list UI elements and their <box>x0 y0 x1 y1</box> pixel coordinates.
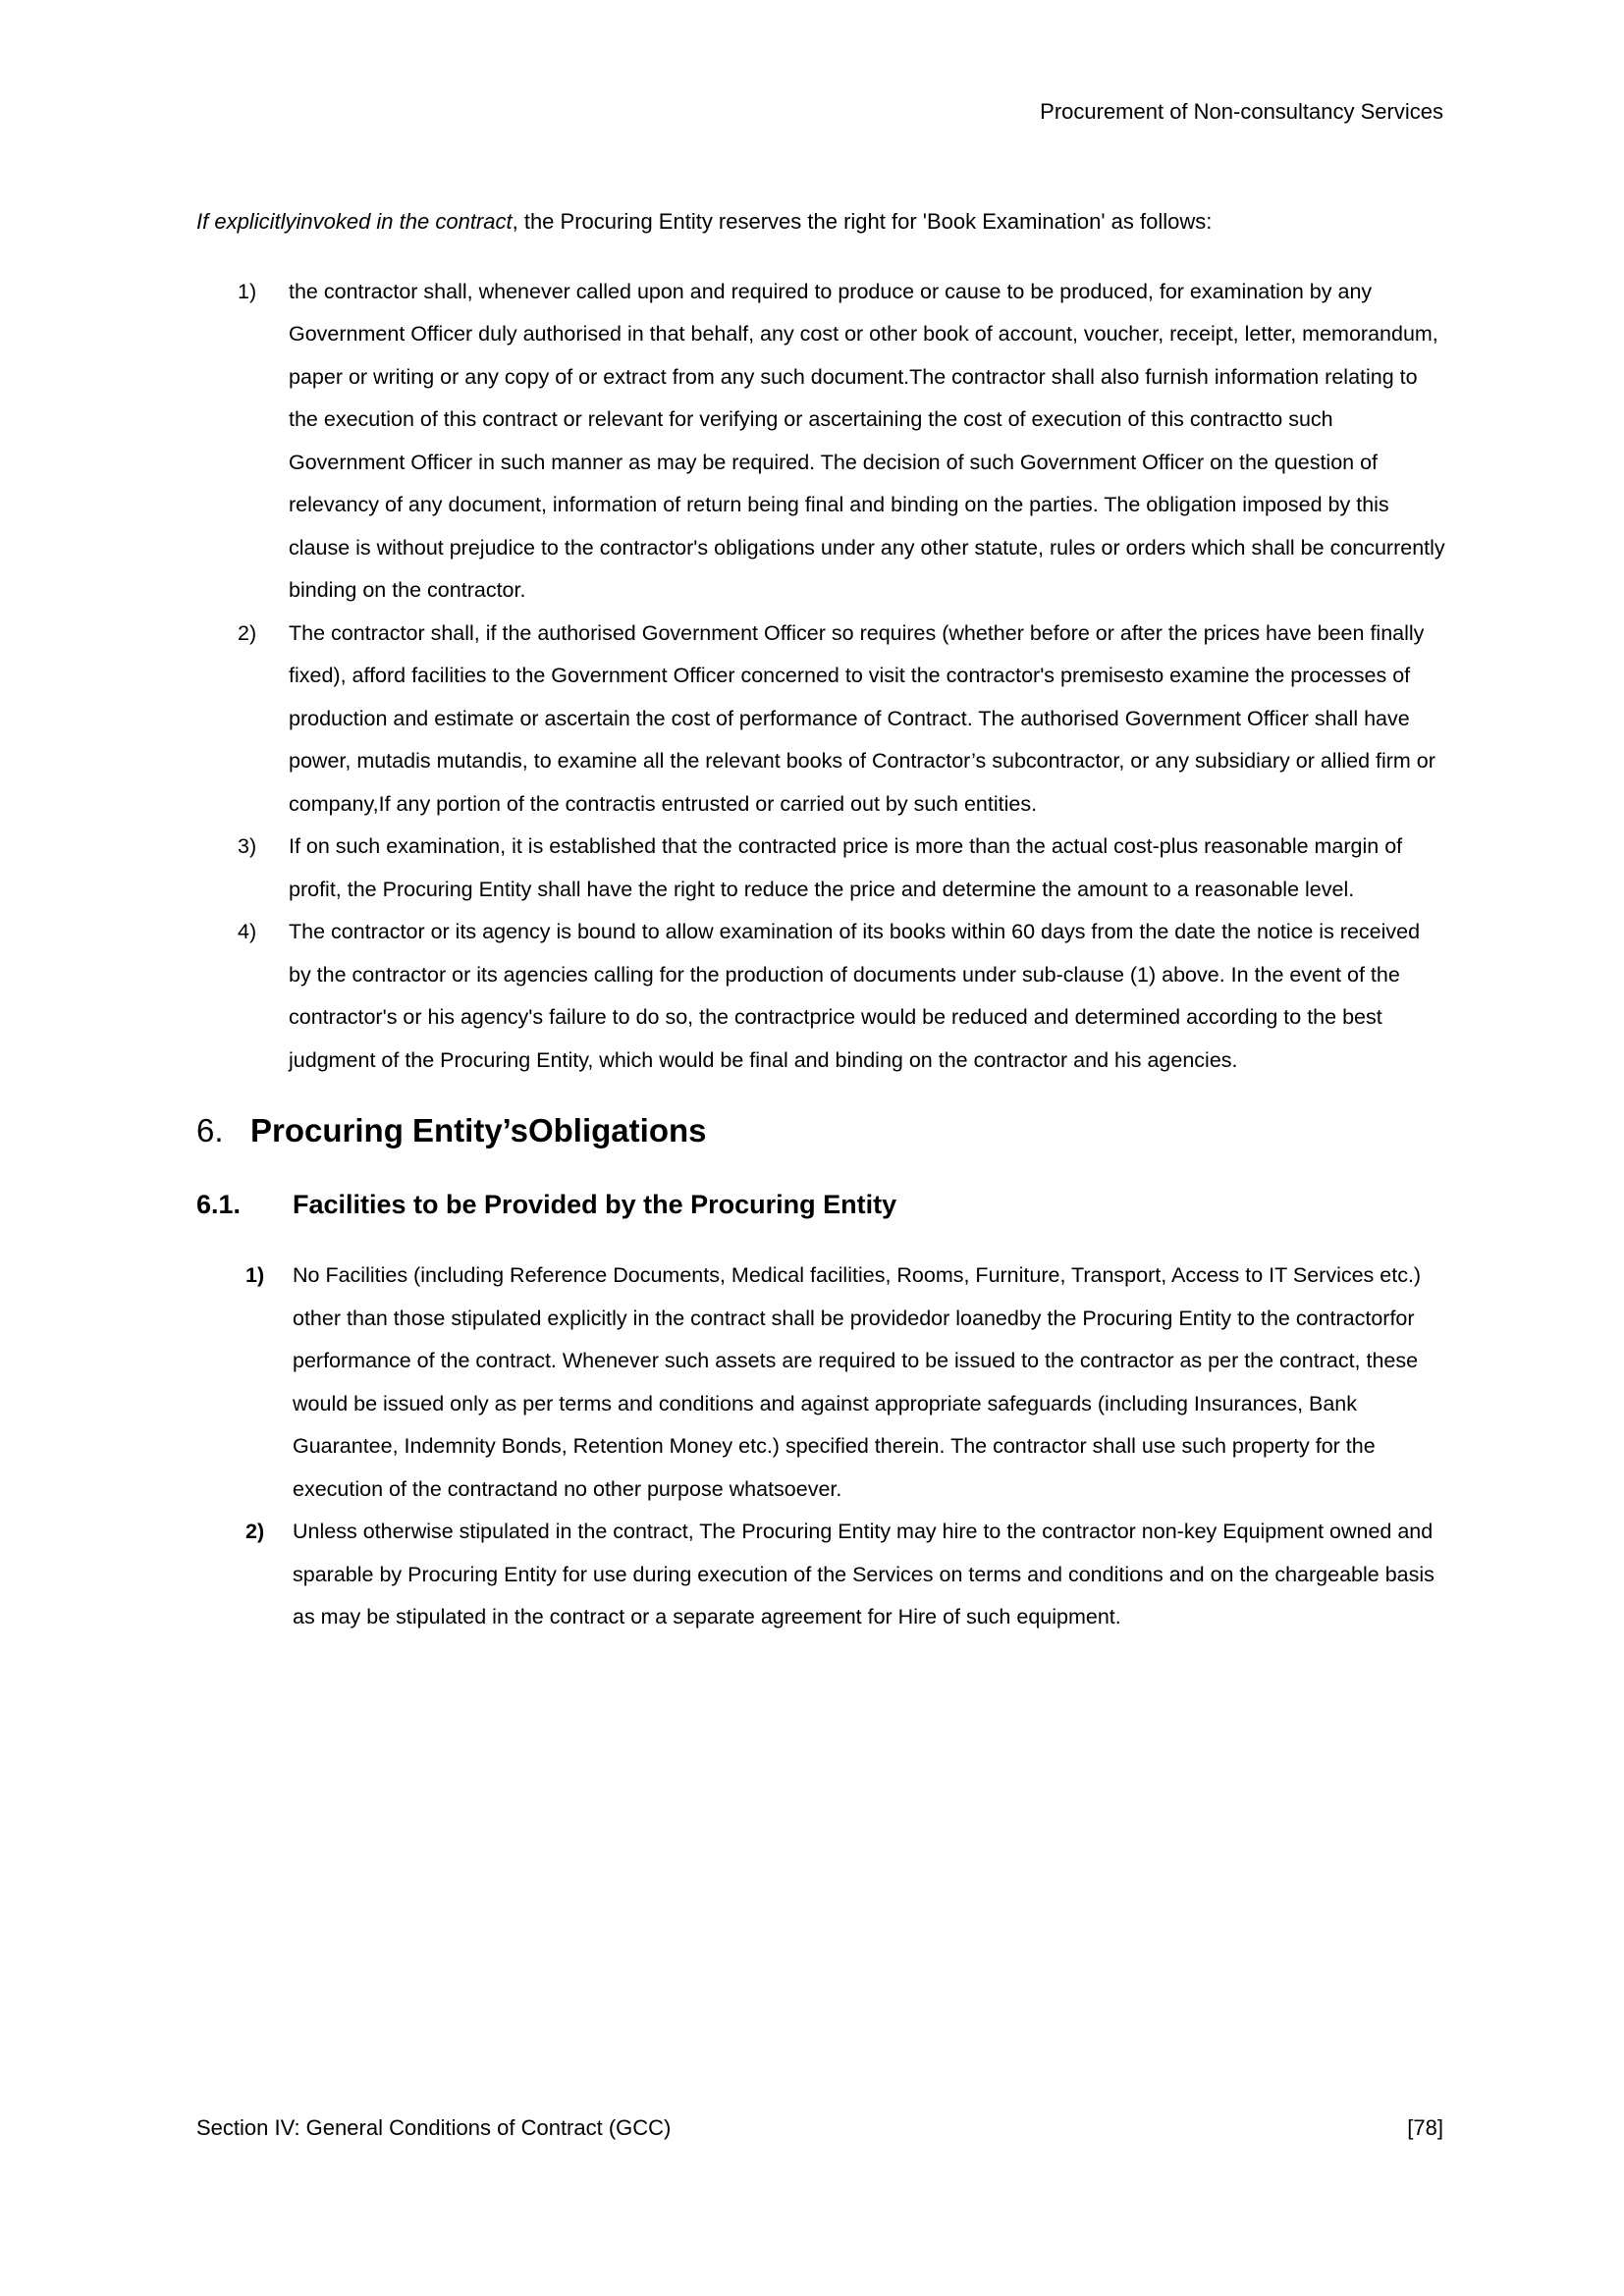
list-item <box>196 613 1445 827</box>
footer-section-label: Section IV: General Conditions of Contract (GCC) <box>196 2115 672 2140</box>
section-6-1-number: 6.1. <box>196 1190 242 1219</box>
list-item-number: 1) <box>245 1263 265 1287</box>
intro-paragraph <box>196 200 1445 243</box>
list-item-text: If on such examination, it is established that the contracted price is more than the actual cost-plus reasonable margin of profit, the Procuring Entity shall have the right to reduce the price and determine the amount to a reasonable level. <box>289 834 1403 901</box>
list-item-text: Unless otherwise stipulated in the contract, The Procuring Entity may hire to the contractor non-key Equipment owned and sparable by Procuring Entity for use during execution of the Services on terms and conditions and on the chargeable basis as may be stipulated in the contract or a separate agreement for Hire of such equipment. <box>293 1520 1435 1629</box>
book-examination-list <box>196 271 1445 1083</box>
list-item-number: 2) <box>245 1520 265 1543</box>
footer-page-number: [78] <box>1407 2115 1443 2140</box>
list-item <box>196 1255 1445 1511</box>
list-item-text: The contractor or its agency is bound to allow examination of its books within 60 days from the date the notice is received by the contractor or its agencies calling for the production of documents under sub-clause (1) above. In the event of the contractor's or his agency's failure to do so, the contractprice would be reduced and determined according to the best judgment of the Procuring Entity, which would be final and binding on the contractor and his agencies. <box>289 920 1421 1072</box>
list-item-text: the contractor shall, whenever called upon and required to produce or cause to be produced, for examination by any Government Officer duly authorised in that behalf, any cost or other book of account, voucher, receipt, letter, memorandum, paper or writing or any copy of or extract from any such document.The contractor shall also furnish information relating to the execution of this contract or relevant for verifying or ascertaining the cost of execution of this contractto such Government Officer in such manner as may be required. The decision of such Government Officer on the question of relevancy of any document, information of return being final and binding on the parties. The obligation imposed by this clause is without prejudice to the contractor's obligations under any other statute, rules or orders which shall be concurrently binding on the contractor. <box>289 279 1445 602</box>
section-6-heading <box>196 1111 1445 1150</box>
list-item <box>196 271 1445 613</box>
list-item <box>196 1511 1445 1639</box>
section-6-1-title: Facilities to be Provided by the Procuring Entity <box>293 1190 897 1219</box>
list-item <box>196 911 1445 1082</box>
list-item-number: 2) <box>238 620 257 645</box>
running-header: Procurement of Non-consultancy Services <box>1040 99 1443 124</box>
list-item-text: No Facilities (including Reference Documents, Medical facilities, Rooms, Furniture, Transport, Access to IT Services etc.) other than those stipulated explicitly in the contract shall be providedor loanedby the Procuring Entity to the contractorfor performance of the contract. Whenever such assets are required to be issued to the contractor as per the contract, these would be issued only as per terms and conditions and against appropriate safeguards (including Insurances, Bank Guarantee, Indemnity Bonds, Retention Money etc.) specified therein. The contractor shall use such property for the execution of the contractand no other purpose whatsoever. <box>293 1263 1422 1501</box>
list-item <box>196 826 1445 911</box>
section-6-title: Procuring Entity’sObligations <box>250 1112 707 1148</box>
list-item-text: The contractor shall, if the authorised Government Officer so requires (whether before or after the prices have been finally fixed), afford facilities to the Government Officer concerned to visit the contractor's premisesto examine the processes of production and estimate or ascertain the cost of performance of Contract. The authorised Government Officer shall have power, mutadis mutandis, to examine all the relevant books of Contractor’s subcontractor, or any subsidiary or allied firm or company,If any portion of the contractis entrusted or carried out by such entities. <box>289 620 1435 816</box>
facilities-list <box>196 1255 1445 1639</box>
list-item-number: 1) <box>238 279 257 303</box>
spacer <box>196 1221 1445 1255</box>
intro-italic-lead: If explicitlyinvoked in the contract <box>196 209 513 234</box>
page-footer <box>196 2113 1443 2143</box>
section-6-number: 6. <box>196 1112 224 1148</box>
list-item-number: 3) <box>238 834 257 858</box>
intro-rest: , the Procuring Entity reserves the right for 'Book Examination' as follows: <box>512 209 1213 234</box>
page-body <box>196 200 1445 1639</box>
section-6-1-heading <box>196 1188 1445 1221</box>
list-item-number: 4) <box>238 920 257 943</box>
